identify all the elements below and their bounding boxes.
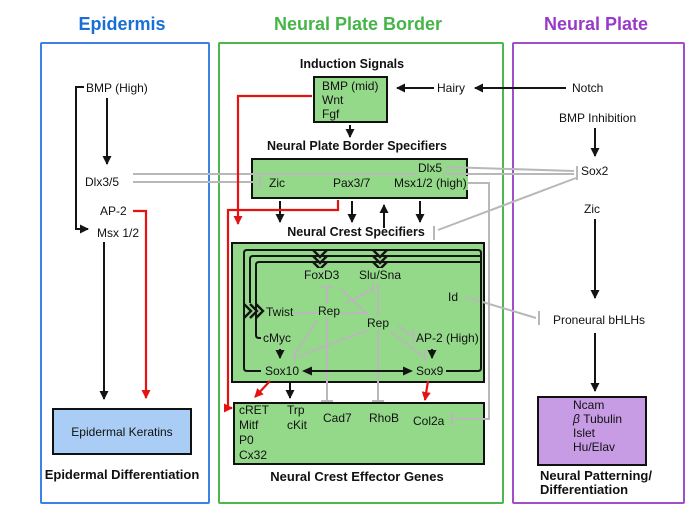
effector-label-ckit: cKit (287, 418, 308, 432)
gene-label-slu-sna: Slu/Sna (359, 268, 402, 282)
gene-label-msx12: Msx 1/2 (97, 226, 140, 240)
effector-label-trp: Trp (287, 403, 305, 417)
effector-label-mitf: Mitf (239, 418, 259, 432)
gene-label-sox2: Sox2 (581, 164, 609, 178)
gene-label-notch: Notch (572, 81, 604, 95)
twist-chevron-1 (244, 304, 251, 318)
effector-label-rhob: RhoB (369, 411, 400, 425)
effector-label-col2a: Col2a (413, 414, 445, 428)
effector-genes-label: Neural Crest Effector Genes (270, 469, 444, 484)
induction-wnt-label: Wnt (322, 93, 344, 107)
gene-label-ap2: AP-2 (100, 204, 127, 218)
gene-label-dlx35: Dlx3/5 (85, 175, 120, 189)
beta-symbol: β (573, 412, 580, 426)
sox9-arrowhead (403, 367, 413, 376)
gene-label-cmyc: cMyc (263, 331, 291, 345)
induction-fgf-label: Fgf (322, 107, 340, 121)
neural-plate-title: Neural Plate (543, 14, 649, 34)
gene-label-ap2-high: AP-2 (High) (416, 331, 479, 345)
epidermal-keratins-label: Epidermal Keratins (71, 425, 173, 439)
gene-label-hairy: Hairy (437, 81, 466, 95)
bmp-inhibition-label: BMP Inhibition (559, 111, 637, 125)
effector-label-cret: cRET (239, 403, 269, 417)
gene-label-foxd3: FoxD3 (304, 268, 340, 282)
proneural-bhlhs-label: Proneural bHLHs (553, 313, 646, 327)
gene-label-dlx5: Dlx5 (418, 161, 443, 175)
induction-signals-label: Induction Signals (299, 57, 405, 71)
dlx5-to-sox2-line (446, 167, 574, 171)
neuron-label-ncam: Ncam (573, 398, 605, 412)
inhibition-lines (133, 166, 577, 425)
crest-specifiers-label: Neural Crest Specifiers (287, 225, 425, 239)
bmphigh-to-msx12-bracket (76, 87, 88, 229)
neural-patterning-label-line2: Differentiation (540, 482, 629, 497)
neuron-label-tubulin (573, 413, 622, 427)
effector-label-cad7: Cad7 (323, 411, 352, 425)
effector-label-p0: P0 (239, 433, 254, 447)
gene-label-zic-plate: Zic (584, 202, 600, 216)
sox9-to-col2a-red-arrow (425, 381, 428, 400)
neural-patterning-label-line1: Neural Patterning/ (540, 468, 652, 483)
neuron-label-hu-elav: Hu/Elav (573, 440, 616, 454)
induction-bmp-mid-label: BMP (mid) (322, 79, 379, 93)
rep-to-ap2high-line (398, 325, 411, 336)
border-specifiers-label: Neural Plate Border Specifiers (267, 139, 447, 153)
repressor-label-1: Rep (318, 304, 341, 318)
rep1-to-sox10-diag (296, 321, 317, 352)
rep-to-slusna-diag (346, 289, 373, 303)
gene-label-sox10: Sox10 (265, 364, 300, 378)
repressor-label-2: Rep (367, 316, 390, 330)
induction-to-crest-red-arrow (238, 96, 312, 224)
activation-lines-black (76, 87, 595, 399)
gene-label-sox9: Sox9 (416, 364, 444, 378)
neuron-label-islet: Islet (573, 426, 596, 440)
effector-label-cx32: Cx32 (239, 448, 268, 462)
epidermis-title: Epidermis (78, 14, 166, 34)
gene-label-msx12-high: Msx1/2 (high) (394, 176, 467, 190)
neural-plate-border-title: Neural Plate Border (273, 14, 443, 34)
gene-label-pax37: Pax3/7 (333, 176, 371, 190)
gene-label-id: Id (448, 290, 459, 304)
sox10-to-cret-red-arrow (255, 381, 270, 397)
id-to-proneural-line (466, 297, 536, 318)
gene-label-bmp-high: BMP (High) (86, 81, 148, 95)
tubulin-text: Tubulin (579, 412, 623, 426)
epidermal-differentiation-label: Epidermal Differentiation (44, 467, 200, 482)
gene-label-twist: Twist (266, 305, 294, 319)
sox10-arrowhead (302, 367, 312, 376)
gene-label-zic-border: Zic (269, 176, 285, 190)
